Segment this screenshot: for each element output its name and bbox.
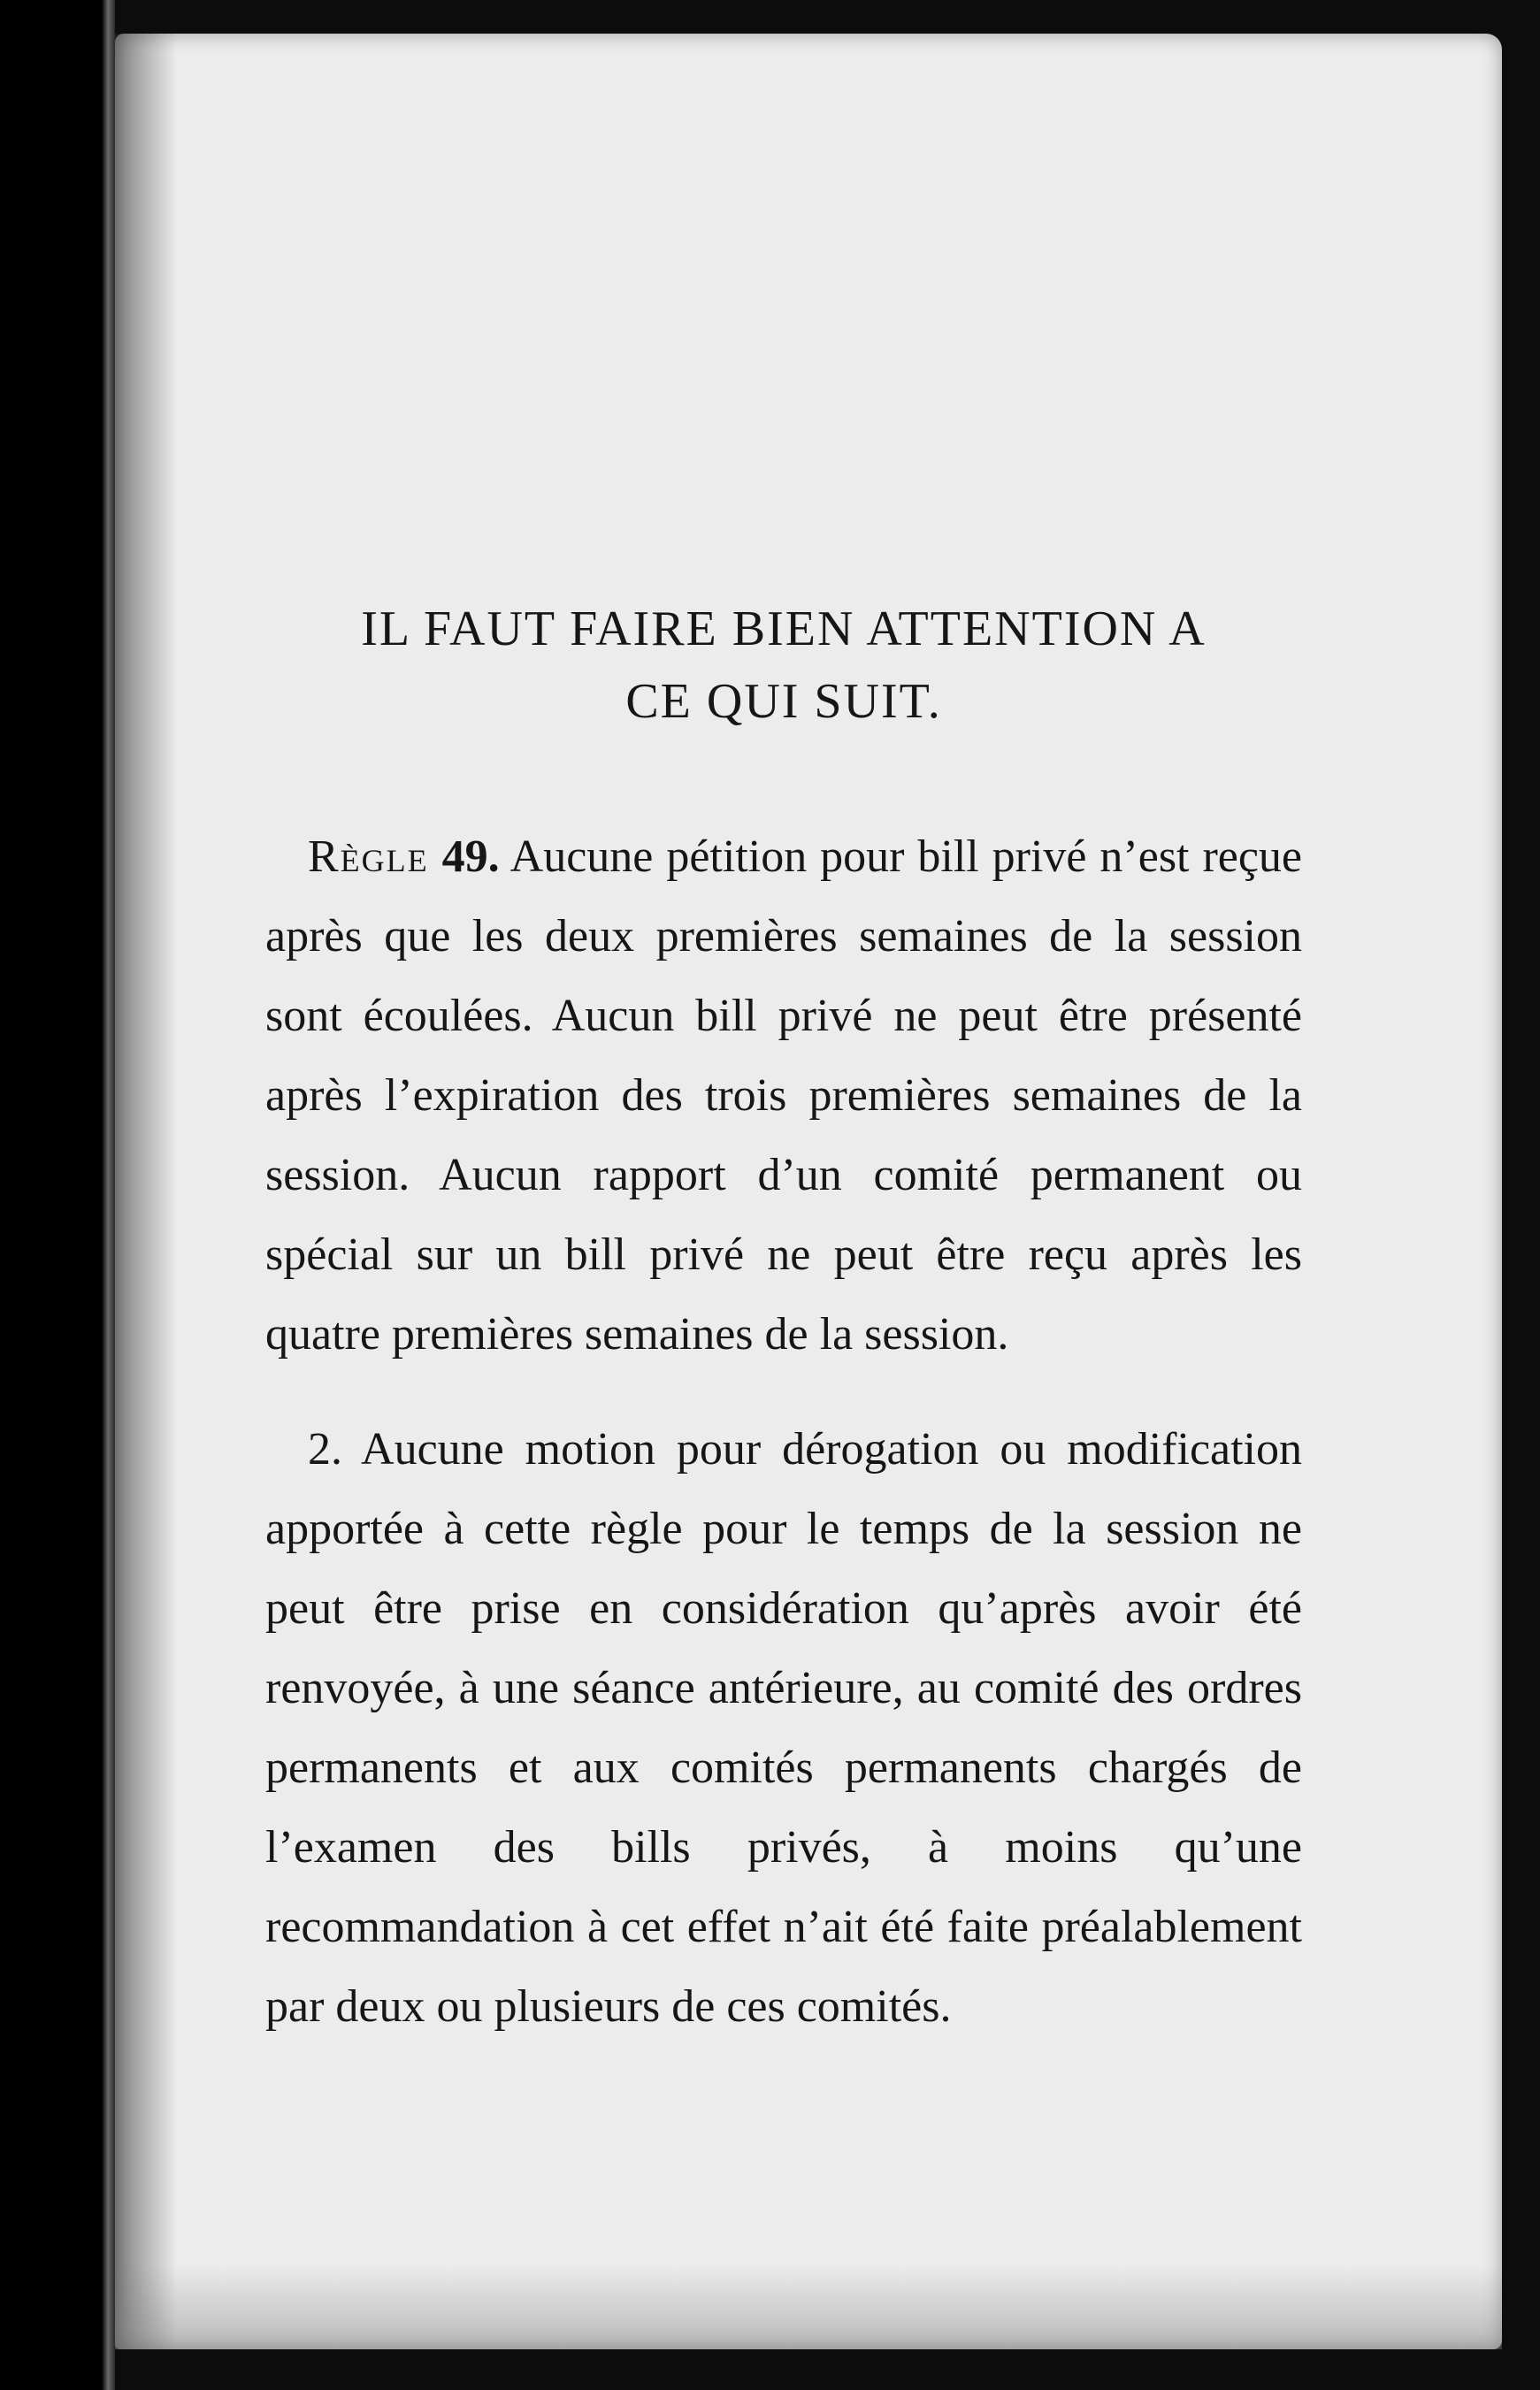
rule-label: Règle [308,831,429,882]
rule-paragraph [265,817,1302,1375]
page-text [265,593,1302,2047]
gutter-shadow [115,34,177,2349]
heading-line-1: IL FAUT FAIRE BIEN ATTENTION A [361,601,1207,656]
section-heading [265,593,1302,738]
book-spine-edge [0,0,115,2390]
rule-number: 49. [441,831,500,882]
bottom-edge-shadow [115,2264,1502,2349]
heading-line-2: CE QUI SUIT. [625,674,942,729]
rule-text: Aucune pétition pour bill privé n’est reçue après que les deux premières semaines de la session sont écoulées. Aucun bill privé ne peut être présenté après l’expiration des trois premières semaines de la session. Aucun rapport d’un comité permanent ou spécial sur un bill privé ne peut être reçu après les quatre premières semaines de la session. [265,831,1302,1360]
subsection-paragraph [265,1410,1302,2047]
subsection-text: 2. Aucune motion pour dérogation ou modification apportée à cette règle pour le temps de la session ne peut être prise en considération qu’après avoir été renvoyée, à une séance antérieure, au comité des ordres permanents et aux comités permanents chargés de l’examen des bills privés, à moins qu’une recommandation à cet effet n’ait été faite préalablement par deux ou plusieurs de ces comités. [265,1424,1302,2032]
